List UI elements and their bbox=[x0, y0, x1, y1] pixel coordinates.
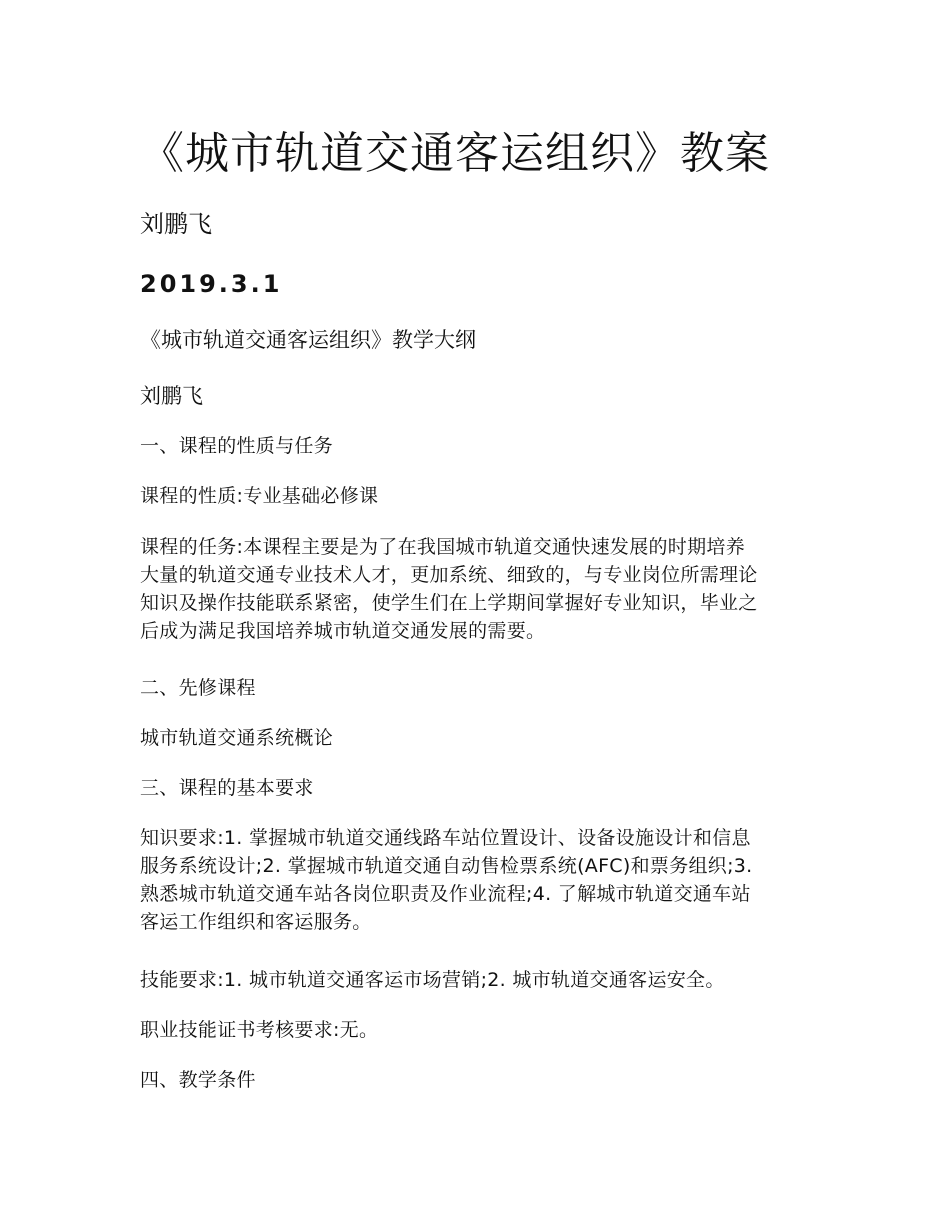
course-task-line: 后成为满足我国培养城市轨道交通发展的需要。 bbox=[140, 620, 546, 642]
syllabus-title: 《城市轨道交通客运组织》教学大纲 bbox=[140, 328, 476, 352]
document-title: 《城市轨道交通客运组织》教案 bbox=[140, 128, 770, 179]
section-heading-prerequisites: 二、先修课程 bbox=[140, 677, 256, 699]
knowledge-requirement-line: 熟悉城市轨道交通车站各岗位职责及作业流程;4. 了解城市轨道交通车站 bbox=[140, 883, 751, 905]
certificate-requirement-paragraph: 职业技能证书考核要求:无。 bbox=[140, 1019, 379, 1041]
knowledge-requirement-line: 客运工作组织和客运服务。 bbox=[140, 911, 372, 933]
skill-requirement-paragraph: 技能要求:1. 城市轨道交通客运市场营销;2. 城市轨道交通客运安全。 bbox=[140, 969, 725, 991]
section-heading-nature-and-task: 一、课程的性质与任务 bbox=[140, 435, 334, 457]
document-date: 2019.3.1 bbox=[140, 270, 283, 298]
section-heading-basic-requirements: 三、课程的基本要求 bbox=[140, 777, 314, 799]
section-heading-teaching-conditions: 四、教学条件 bbox=[140, 1069, 256, 1091]
knowledge-requirement-paragraph bbox=[140, 824, 820, 936]
knowledge-requirement-line: 服务系统设计;2. 掌握城市轨道交通自动售检票系统(AFC)和票务组织;3. bbox=[140, 855, 753, 877]
document-author: 刘鹏飞 bbox=[140, 210, 212, 238]
course-task-line: 课程的任务:本课程主要是为了在我国城市轨道交通快速发展的时期培养 bbox=[140, 536, 746, 558]
course-task-line: 知识及操作技能联系紧密，使学生们在上学期间掌握好专业知识，毕业之 bbox=[140, 592, 758, 614]
course-task-line: 大量的轨道交通专业技术人才，更加系统、细致的，与专业岗位所需理论 bbox=[140, 564, 758, 586]
course-task-paragraph bbox=[140, 533, 820, 645]
syllabus-author: 刘鹏飞 bbox=[140, 384, 203, 408]
knowledge-requirement-line: 知识要求:1. 掌握城市轨道交通线路车站位置设计、设备设施设计和信息 bbox=[140, 827, 751, 849]
prerequisite-course: 城市轨道交通系统概论 bbox=[140, 727, 334, 749]
course-nature-paragraph: 课程的性质:专业基础必修课 bbox=[140, 485, 379, 507]
